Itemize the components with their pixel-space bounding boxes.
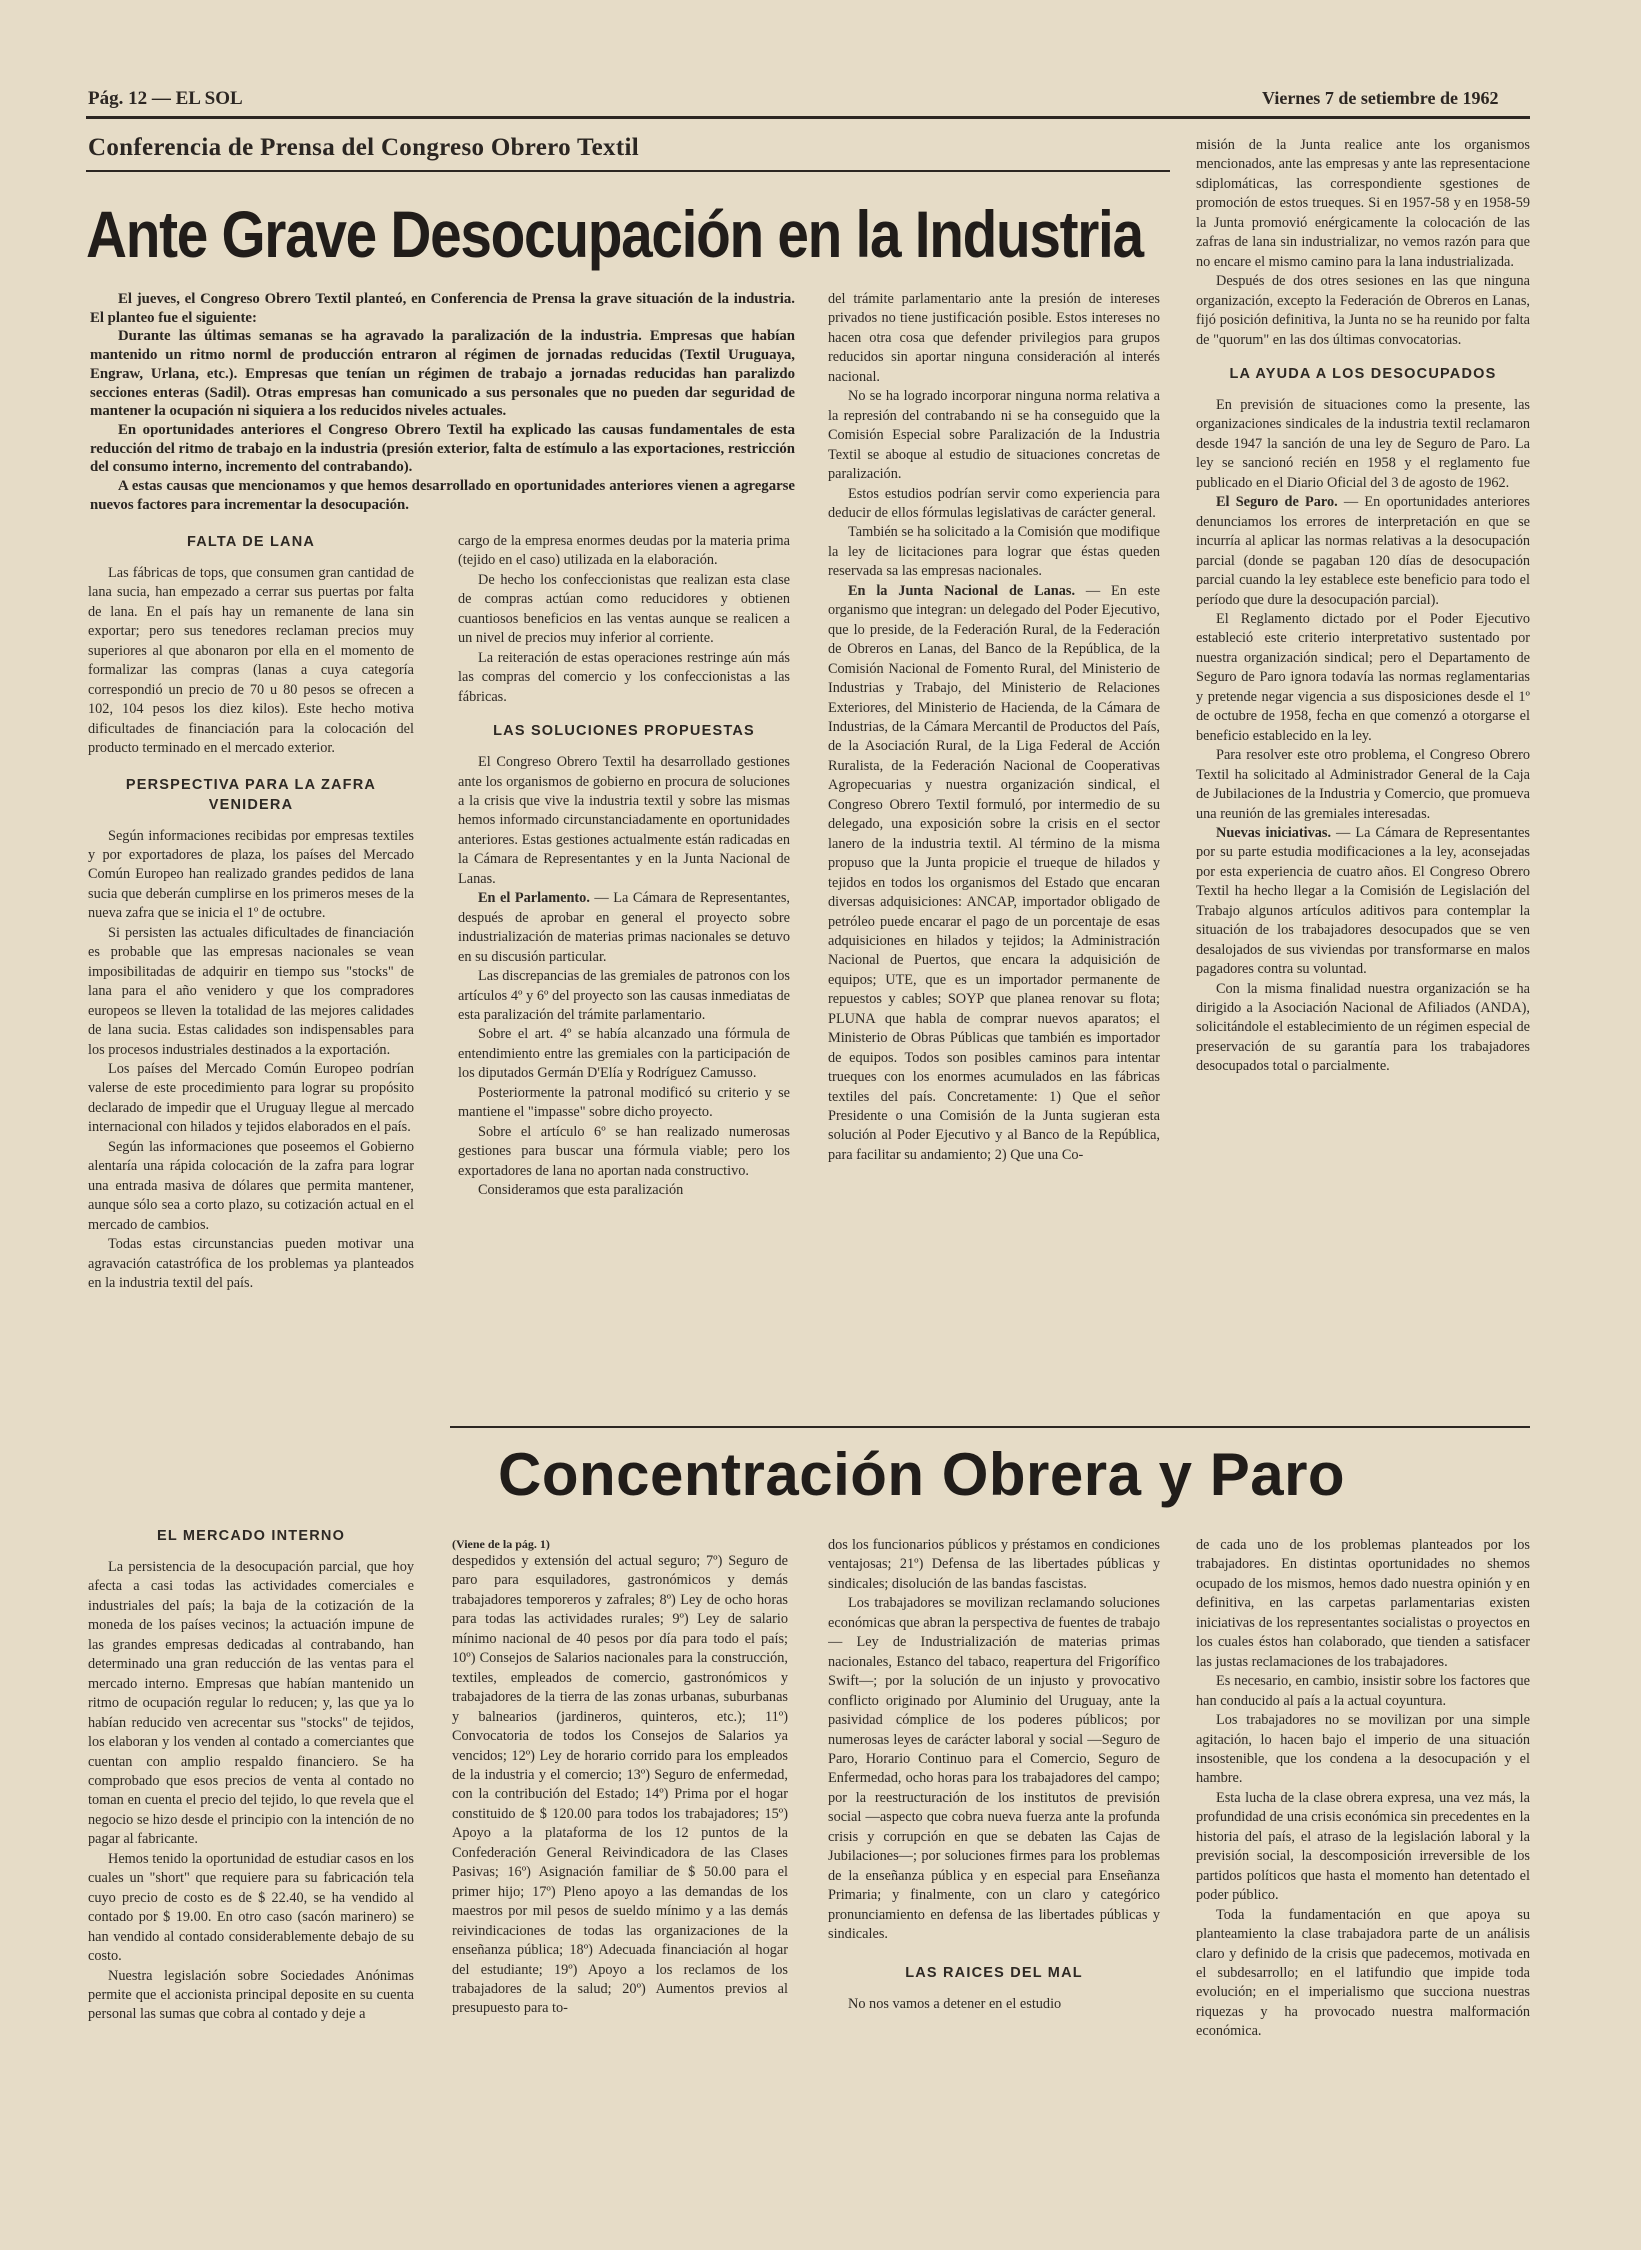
paragraph: Sobre el artículo 6º se han realizado numerosas gestiones para buscar una fórmula viable; pero los exportadores de lana no aportan nada constructivo.: [458, 1123, 790, 1179]
page-folio: Pág. 12 — EL SOL: [88, 88, 243, 109]
paragraph: Toda la fundamentación en que apoya su planteamiento la clase trabajadora parte de un análisis claro y definido de la crisis que padecemos, motivada en el subdesarrollo; en el latifundio que impide toda evolución; en el imperialismo que succiona nuestras riquezas y ha provocado nuestra malformación económica.: [1196, 1906, 1530, 2040]
lead-paragraph: En oportunidades anteriores el Congreso Obrero Textil ha explicado las causas fundamentales de esta reducción del ritmo de trabajo en la industria (presión exterior, falta de estímulo a las exportaciones, restricción del consumo interno, incremento del contrabando).: [90, 421, 795, 476]
paragraph: Todas estas circunstancias pueden motivar una agravación catastrófica de los problemas ya planteados en la industria textil del país.: [88, 1236, 414, 1291]
paragraph: Sobre el art. 4º se había alcanzado una fórmula de entendimiento entre las gremiales con la participación de los diputados Germán D'Elía y Rodríguez Camusso.: [458, 1026, 790, 1082]
paragraph-text: — La Cámara de Representantes por su parte estudia modificaciones a la ley, aconsejadas por esta experiencia de cuatro años. El Congreso Obrero Textil ha hecho llegar a la Comisión de Legislación del Trabajo algunos artículos aditivos para contemplar la situación de los trabajadores desocupados que se ven desalojados de sus viviendas por transformarse en malos pagadores contra su voluntad.: [1196, 824, 1530, 978]
run-in-heading: Nuevas iniciativas.: [1216, 824, 1332, 841]
article1-column-1-lower: [88, 1526, 414, 2146]
paragraph: Consideramos que esta paralización: [478, 1182, 684, 1199]
paragraph: Es necesario, en cambio, insistir sobre los factores que han conducido al país a la actual coyuntura.: [1196, 1673, 1530, 1709]
paragraph: Los países del Mercado Común Europeo podrían valerse de este procedimiento para lograr su propósito declarado de impedir que el Uruguay llegue al mercado internacional con hilados y tejidos elaborados en el país.: [88, 1060, 414, 1136]
article2-column-c: [1196, 1536, 1530, 2146]
paragraph: La persistencia de la desocupación parcial, que hoy afecta a casi todas las actividades comerciales e industriales del país; la baja de la cotización de la moneda de los países vecinos; la actuación impune de las grandes empresas dedicadas al contrabando, han determinado una gran reducción de las ventas para el mercado interno. Empresas que habían mantenido un ritmo de ocupación regular lo reducen; y, las que ya lo habían reducido ven acrecentar sus "stocks" de tejidos, los elaboran y los venden al contado a comerciantes que cuentan con amplio respaldo financiero. Se ha comprobado que esos precios de venta al contado no toman en cuenta el precio del tejido, lo que revela que el negocio se hizo desde el principio con la intención de no pagar al fabricante.: [88, 1559, 414, 1848]
paragraph: Las fábricas de tops, que consumen gran cantidad de lana sucia, han empezado a cerrar sus puertas por falta de lana. En el país hay un remanente de lana sin exportar; pero sus tenedores reclaman precios muy superiores al que abonaron por ella en el momento de formalizar las compras (lanas a cuya categoría correspondió un precio de 70 u 80 pesos se ofrecen a 102, 104 pesos los diez kilos). Este hecho motiva dificultades de financiación para la colocación del producto terminado en el mercado exterior.: [88, 565, 414, 757]
paragraph: También se ha solicitado a la Comisión que modifique la ley de licitaciones para lograr que éstas queden reservada sa las empresas nacionales.: [828, 524, 1160, 580]
paragraph: Posteriormente la patronal modificó su criterio y se mantiene el "impasse" sobre dicho proyecto.: [458, 1084, 790, 1121]
paragraph: Si persisten las actuales dificultades de financiación es probable que las empresas nacionales se vean imposibilitadas de adquirir en tiempo sus "stocks" de lana para el año venidero y que los compradores europeos se lleven la totalidad de las mejores calidades de lana sucia. Estas calidades son indispensables para los procesos industriales destinados a la exportación.: [88, 924, 414, 1058]
article1-column-1: [88, 532, 414, 1490]
article1-column-2: [458, 532, 790, 1412]
article2-column-b: [828, 1536, 1160, 2146]
paragraph: dos los funcionarios públicos y préstamos en condiciones ventajosas; 21º) Defensa de las libertades públicas y sindicales; disolución de las bandas fascistas.: [828, 1537, 1160, 1592]
paragraph: misión de la Junta realice ante los organismos mencionados, ante las empresas y ante las representacione sdiplomáticas, las correspondiente sgestiones de promoción de estos trueques. Si en 1957-58 y en 1958-59 la Junta promovió enérgicamente la colocación de las zafras de lana sin industrializar, no vemos razón para que no encare el mismo camino para la lana industrializada.: [1196, 137, 1530, 270]
paragraph: La reiteración de estas operaciones restringe aún más las compras del comercio y los confeccionistas a las fábricas.: [458, 649, 790, 705]
paragraph-text: — En este organismo que integran: un delegado del Poder Ejecutivo, que lo preside, de la Federación Rural, de la Federación de Obreros en Lanas, del Banco de la República, de la Comisión Nacional de Fomento Rural, del Ministerio de Industrias y Trabajo, del Ministerio de Relaciones Exteriores, del Ministerio de Hacienda, de la Cámara de Industrias, de la Cámara Mercantil de Productos del País, de la Asociación Rural, de la Liga Federal de Acción Ruralista, de la Federación Nacional de Cooperativas Agropecuarias y nuestra organización sindical, el Congreso Obrero Textil formuló, por intermedio de su delegado, una exposición sobre la crisis en el sector lanero de la industria textil. Al término de la misma propuso que la Junta propicie el trueque de hilados y tejidos en todos los organismos del Estado que encaran diversas adquisiciones: ANCAP, importador obligado de petróleo puede encarar el pago de un porcentaje de esas adquisiciones en hilados y tejidos; la Administración Nacional de Puertos, que encara la adquisición de equipos; UTE, que es un importador permanente de repuestos y cables; SOYP que planea renovar su flota; PLUNA que habla de comprar nuevos aparatos; el Ministerio de Obras Públicas que también es importador de equipos. Todos son posibles caminos para intentar trueques con los enormes acumulados en las fábricas textiles del país. Concretamente: 1) Que el señor Presidente o una Comisión de la Junta sugieran esta solución al Poder Ejecutivo y al Banco de la República, para facilitar su andamiento; 2) Que una Co-: [828, 582, 1160, 1163]
paragraph: Estos estudios podrían servir como experiencia para deducir de ellos fórmulas legislativas de carácter general.: [828, 485, 1160, 521]
paragraph: Esta lucha de la clase obrera expresa, una vez más, la profundidad de una crisis económica sin precedentes en la historia del país, el atraso de la legislación laboral y la previsión social, la descomposición irreversible de los partidos políticos que hasta el momento han detentado el poder público.: [1196, 1789, 1530, 1904]
kicker-rule: [86, 170, 1170, 172]
paragraph-text: — En oportunidades anteriores denunciamos los errores de interpretación en que se incurría al aplicar las normas relativas a la desocupación parcial (donde se pagaban 120 días de desocupación parcial cuando la ley establece este beneficio para todo el período que dure la desocupación parcial).: [1196, 494, 1530, 608]
lead-paragraph: El jueves, el Congreso Obrero Textil planteó, en Conferencia de Prensa la grave situación de la industria. El planteo fue el siguiente:: [90, 291, 795, 326]
subhead-perspectiva: PERSPECTIVA PARA LA ZAFRA VENIDERA: [125, 776, 377, 813]
paragraph: Los trabajadores se movilizan reclamando soluciones económicas que abran la perspectiva de fuentes de trabajo — Ley de Industrialización de materias primas nacionales, Estanco del tabaco, reapertura del Frigorífico Swift—; por la solución de un injusto y provocativo conflicto originado por Aluminio del Uruguay, ante la pasividad cómplice de los poderes públicos; por numerosas leyes de carácter laboral y social —Seguro de Paro, Horario Continuo para el Comercio, Seguro de Enfermedad, ocho horas para los trabajadores del campo; por la reestructuración de los institutos de previsión social —aspecto que cobra nueva fuerza ante la profunda crisis y corrupción en que se debaten las Cajas de Jubilaciones—; por soluciones firmes para los problemas de la enseñanza pública y en especial para Enseñanza Primaria; y finalmente, con un claro y categórico pronunciamiento en defensa de las libertades públicas y sindicales.: [828, 1595, 1160, 1943]
lead-paragraph: A estas causas que mencionamos y que hemos desarrollado en oportunidades anteriores vienen a agregarse nuevos factores para incrementar la desocupación.: [90, 478, 795, 513]
run-in-heading: El Seguro de Paro.: [1216, 494, 1338, 511]
run-in-heading: En el Parlamento.: [478, 890, 590, 907]
subhead-raices: LAS RAICES DEL MAL: [905, 1964, 1083, 1981]
paragraph: Las discrepancias de las gremiales de patronos con los artículos 4º y 6º del proyecto son las causas inmediatas de esta paralización del trámite parlamentario.: [458, 968, 790, 1023]
paragraph: Según las informaciones que poseemos el Gobierno alentaría una rápida colocación de la zafra para lograr una entrada masiva de dólares que permita mantener, aunque sólo sea a corto plazo, su cotización actual en el mercado de cambios.: [88, 1138, 414, 1233]
subhead-ayuda: LA AYUDA A LOS DESOCUPADOS: [1229, 365, 1497, 382]
subhead-falta-de-lana: FALTA DE LANA: [186, 534, 316, 550]
article-headline: Ante Grave Desocupación en la Industria: [86, 197, 1143, 271]
paragraph: El Reglamento dictado por el Poder Ejecutivo estableció este criterio interpretativo sustentado por nuestra organización sindical; pero el Departamento de Seguro de Paro ignora todavía las normas reglamentarias y pretende negar vigencia a sus disposiciones desde el 1º de octubre de 1958, fecha en que comenzó a otorgarse el beneficio establecido en la ley.: [1196, 610, 1530, 744]
page-date: Viernes 7 de setiembre de 1962: [1262, 88, 1499, 108]
paragraph: Los trabajadores no se movilizan por una simple agitación, lo hacen bajo el imperio de una situación insostenible, que los condena a la desocupación y el hambre.: [1196, 1712, 1530, 1787]
paragraph: Después de dos otres sesiones en las que ninguna organización, excepto la Federación de Obreros en Lanas, fijó posición definitiva, la Junta no se ha reunido por falta de "quorum" en las dos últimas convocatorias.: [1196, 273, 1530, 348]
paragraph: Con la misma finalidad nuestra organización se ha dirigido a la Asociación Nacional de Afiliados (ANDA), solicitándole el establecimiento de un régimen especial de preservación de su garantía para los trabajadores desocupados total o parcialmente.: [1196, 980, 1530, 1075]
subhead-mercado-interno: EL MERCADO INTERNO: [156, 1528, 346, 1544]
article1-column-4: [1196, 136, 1530, 1404]
paragraph: De hecho los confeccionistas que realizan esta clase de compras actúan como reducidores y obtienen cuantiosos beneficios en las ventas aunque se realicen a un nivel de precios muy inferior al corriente.: [458, 571, 790, 647]
header-rule: [86, 116, 1530, 119]
article2-headline: Concentración Obrera y Paro: [498, 1441, 1346, 1508]
continued-from-note: (Viene de la pág. 1): [452, 1537, 550, 1551]
paragraph: No se ha logrado incorporar ninguna norma relativa a la represión del contrabando ni se ha conseguido que la Comisión Especial sobre Paralización de la Industria Textil se aboque al estudio de situaciones concretas de paralización.: [828, 388, 1160, 483]
article1-column-3: [828, 290, 1160, 1412]
subhead-soluciones: LAS SOLUCIONES PROPUESTAS: [493, 723, 755, 740]
run-in-heading: En la Junta Nacional de Lanas.: [848, 582, 1076, 599]
lead-paragraph: Durante las últimas semanas se ha agravado la paralización de la industria. Empresas que habían mantenido un ritmo norml de producción entraron al régimen de jornadas reducidas (Textil Uruguaya, Engraw, Urlana, etc.). Empresas que tenían un régimen de trabajo a jornadas reducidas han paralizdo secciones enteras (Sadil). Otras empresas han comunicado a sus personales que no pueden dar seguridad de mantener la ocupación ni siquiera a los reducidos niveles actuales.: [90, 328, 795, 420]
paragraph: Hemos tenido la oportunidad de estudiar casos en los cuales un "short" que requiere para su fabricación tela cuyo precio de costo es de $ 22.40, se ha vendido al contado por $ 19.00. En otro caso (sacón marinero) se han vendido al contado considerablemente debajo de su costo.: [88, 1850, 414, 1965]
paragraph: [1196, 824, 1530, 980]
paragraph: Según informaciones recibidas por empresas textiles y por exportadores de plaza, los países del Mercado Común Europeo han realizado grandes pedidos de lana sucia que deberán cumplirse en los primeros meses de la nueva zafra que se inicia el 1º de octubre.: [88, 827, 414, 922]
paragraph-text: — La Cámara de Representantes, después de aprobar en general el proyecto sobre industrialización de materias primas nacionales se detuvo en su discusión particular.: [458, 890, 790, 965]
paragraph: En previsión de situaciones como la presente, las organizaciones sindicales de la industria textil reclamaron desde 1947 la sanción de una ley de Seguro de Paro. La ley se sancionó recién en 1958 y el reglamento fue publicado en el Diario Oficial del 3 de agosto de 1962.: [1196, 396, 1530, 491]
paragraph: [828, 582, 1160, 1166]
paragraph: despedidos y extensión del actual seguro; 7º) Seguro de paro para esquiladores, gastronómicos y demás trabajadores temporeros y zafrales; 8º) Ley de ocho horas para todas las actividades rurales; 9º) Ley de salario mínimo nacional de 40 pesos por día para todo el país; 10º) Consejos de Salarios nacionales para la construcción, textiles, empleados de comercio, gastronómicos y trabajadores de la tierra de las zonas urbanas, suburbanas y balnearios (jardineros, quinteros, etc.); 11º) Convocatoria de todos los Consejos de Salarios ya vencidos; 12º) Ley de horario corrido para los empleados de la industria y el comercio; 13º) Seguro de enfermedad, con la contribución del Estado; 14º) Prima por el hogar constituido de $ 120.00 para todos los trabajadores; 15º) Apoyo a la plataforma de los 12 puntos de la Confederación General Reivindicadora de las Clases Pasivas; 16º) Asignación familiar de $ 50.00 para el primer hijo; 17º) Pleno apoyo a las demandas de los maestros por mil pesos de sueldo mínimo y a las demás reivindicaciones de todas las organizaciones de la enseñanza pública; 18º) Adecuada financiación al hogar del estudiante; 19º) Apoyo a los reclamos de los trabajadores de la salud; 20º) Aumentos previos al presupuesto para to-: [452, 1553, 788, 2017]
article2-column-a: [452, 1536, 788, 2146]
paragraph: [458, 889, 790, 967]
article2-top-rule: [450, 1426, 1530, 1428]
paragraph: Nuestra legislación sobre Sociedades Anónimas permite que el accionista principal deposite en su cuenta personal las sumas que cobra al contado y deje a: [88, 1967, 414, 2023]
paragraph: de cada uno de los problemas planteados por los trabajadores. En distintas oportunidades no shemos ocupado de los mismos, hemos dado nuestra opinión y en definitiva, en las carpetas parlamentarias existen iniciativas de los representantes socialistas o proyectos en los cuales éstos han colaborado, que tienden a satisfacer las justas reclamaciones de los trabajadores.: [1196, 1537, 1530, 1670]
paragraph: [1196, 493, 1530, 610]
paragraph: El Congreso Obrero Textil ha desarrollado gestiones ante los organismos de gobierno en procura de soluciones a la crisis que vive la industria textil y sobre las mismas hemos informado circunstanciadamente en oportunidades anteriores. Estas gestiones actualmente están radicadas en la Cámara de Representantes y en la Junta Nacional de Lanas.: [458, 754, 790, 887]
article-lead: [90, 290, 795, 514]
paragraph: cargo de la empresa enormes deudas por la materia prima (tejido en el caso) utilizada en la elaboración.: [458, 533, 790, 569]
paragraph: No nos vamos a detener en el estudio: [848, 1995, 1062, 2012]
paragraph: del trámite parlamentario ante la presión de intereses privados no tiene justificación posible. Estos intereses no hacen otra cosa que defender privilegios para grupos reducidos sin aportar ninguna consideración al interés nacional.: [828, 291, 1160, 385]
paragraph: Para resolver este otro problema, el Congreso Obrero Textil ha solicitado al Administrador General de la Caja de Jubilaciones de la Industria y Comercio, que promueva una reunión de las gremiales interesadas.: [1196, 747, 1530, 822]
article-kicker: Conferencia de Prensa del Congreso Obrero Textil: [88, 134, 639, 161]
